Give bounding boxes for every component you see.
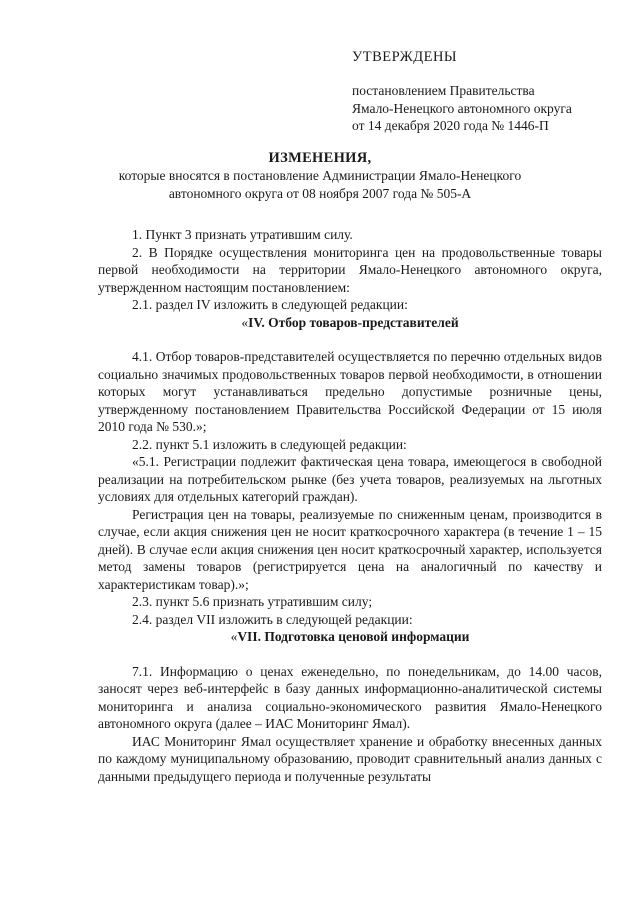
paragraph-2-2: 2.2. пункт 5.1 изложить в следующей редакции: [132, 436, 407, 452]
paragraph-7-1: 7.1. Информацию о ценах еженедельно, по понедельникам, до 14.00 часов, заносят через веб-интерфейс в базу данных информационно-аналитической системы мониторинга и анализа социально-экономического развития Ямало-Ненецкого автономного округа (далее – ИАС Мониторинг Ямал). [98, 663, 602, 731]
paragraph-2-3: 2.3. пункт 5.6 признать утратившим силу; [132, 594, 373, 609]
section-iv-title-text: IV. Отбор товаров-представителей [248, 314, 459, 330]
subtitle-line-2: автономного округа от 08 ноября 2007 года № 505-А [168, 185, 472, 201]
approval-line-3: от 14 декабря 2020 года № 1446-П [352, 118, 549, 133]
approval-block [352, 48, 572, 135]
paragraph-1: 1. Пункт 3 признать утратившим силу. [132, 227, 353, 242]
document-body [98, 226, 602, 785]
paragraph-5-1-cont: Регистрация цен на товары, реализуемые по сниженным ценам, производится в случае, если акция снижения цен не носит краткосрочного характера (в течение 1 – 15 дней). В случае если акция снижения цен носит краткосрочный характер, используется метод замены товаров (регистрируется цена на аналогичный по качеству и характеристикам товар).»; [98, 506, 602, 592]
approval-title: УТВЕРЖДЕНЫ [352, 49, 458, 65]
document-subtitle [0, 167, 640, 202]
paragraph-3: 2.1. раздел IV изложить в следующей редакции: [132, 297, 408, 312]
section-vii-title [98, 628, 602, 646]
section-iv-quote: « [241, 314, 249, 330]
paragraph-5-1: «5.1. Регистрации подлежит фактическая цена товара, имеющегося в свободной реализации на потребительском рынке (без учета товаров, реализуемых на льготных условиях для отдельных категорий граждан). [98, 454, 602, 504]
paragraph-2: 2. В Порядке осуществления мониторинга цен на продовольственные товары первой необходимости на территории Ямало-Ненецкого автономного округа, утвержденном настоящим постановлением: [98, 244, 602, 295]
approval-line-2: Ямало-Ненецкого автономного округа [352, 100, 572, 116]
paragraph-4-1: 4.1. Отбор товаров-представителей осуществляется по перечню отдельных видов социально значимых продовольственных товаров первой необходимости, в отношении которых могут устанавливаться предельно допустимые розничные цены, утвержденному постановлением Правительства Российской Федерации от 15 июля 2010 года № 530.»; [98, 349, 602, 434]
subtitle-line-1: которые вносятся в постановление Администрации Ямало-Ненецкого [118, 168, 522, 183]
approval-line-1: постановлением Правительства [352, 83, 535, 98]
section-iv-title [98, 314, 602, 332]
document-title: ИЗМЕНЕНИЯ, [268, 150, 372, 166]
section-vii-quote: « [230, 629, 238, 644]
paragraph-2-4: 2.4. раздел VII изложить в следующей редакции: [132, 611, 413, 627]
paragraph-7-1-cont: ИАС Мониторинг Ямал осуществляет хранение и обработку внесенных данных по каждому муниципальному образованию, проводит сравнительный анализ данных с данными предыдущего периода и полученные результаты [98, 733, 602, 784]
section-vii-title-text: VII. Подготовка ценовой информации [237, 629, 470, 644]
